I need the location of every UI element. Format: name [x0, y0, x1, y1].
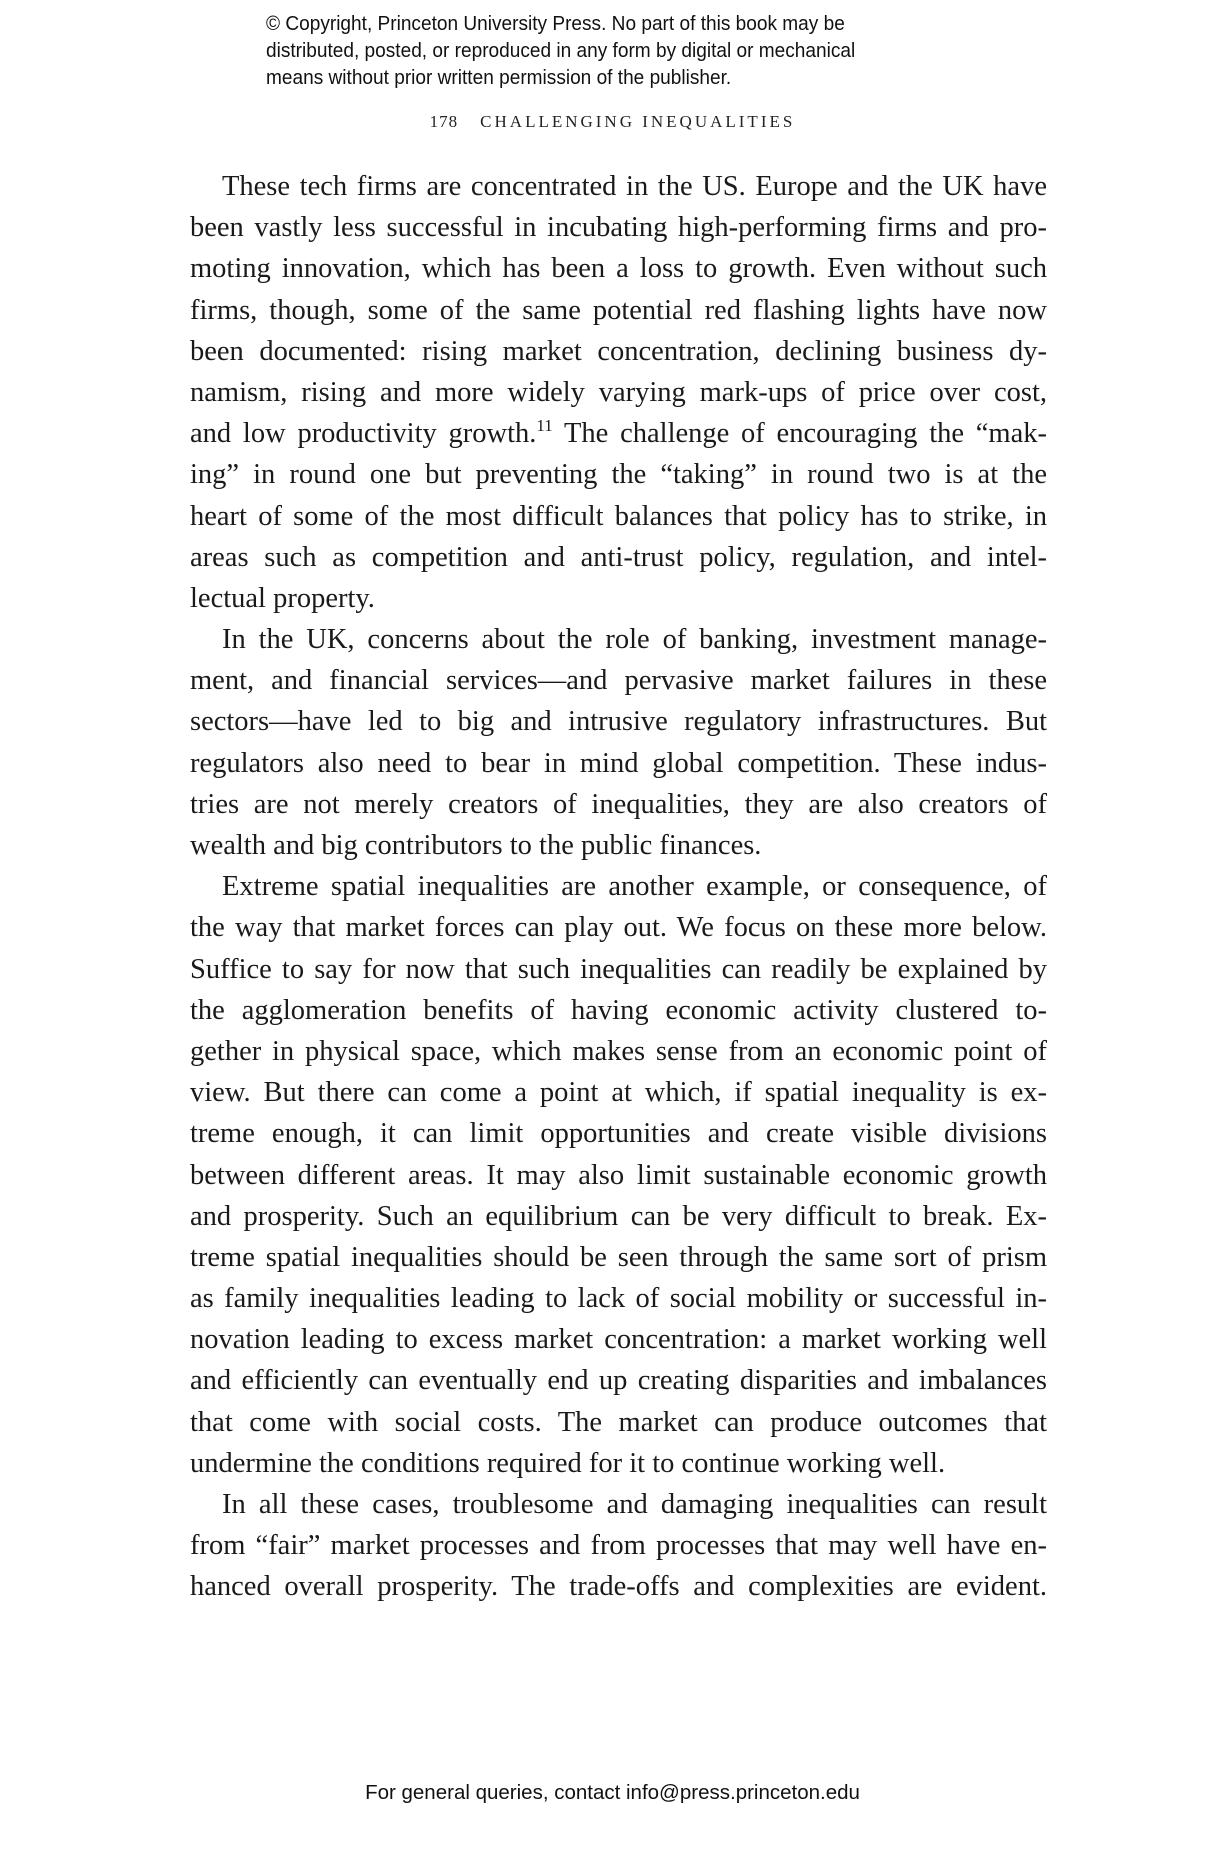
text-line: the agglomeration benefits of having economic activity clustered to-	[190, 994, 1047, 1026]
text-line: ment, and financial services—and pervasive market failures in these	[190, 665, 1047, 697]
running-head	[0, 112, 1225, 132]
text-line: from “fair” market processes and from processes that may well have en-	[190, 1530, 1047, 1562]
text-line: the way that market forces can play out. We focus on these more below.	[190, 912, 1047, 944]
text-line: and prosperity. Such an equilibrium can be very difficult to break. Ex-	[190, 1200, 1047, 1232]
paragraph	[190, 1484, 1047, 1608]
text-line: and efficiently can eventually end up creating disparities and imbalances	[190, 1365, 1047, 1397]
text-line: In the UK, concerns about the role of banking, investment manage-	[222, 624, 1047, 656]
chapter-title: CHALLENGING INEQUALITIES	[480, 112, 796, 131]
text-line: been documented: rising market concentration, declining business dy-	[190, 335, 1047, 367]
text-line: areas such as competition and anti-trust policy, regulation, and intel-	[190, 541, 1047, 573]
text-line: Suffice to say for now that such inequalities can readily be explained by	[190, 953, 1047, 985]
text-line: lectual property.	[190, 582, 375, 614]
text-line: wealth and big contributors to the public finances.	[190, 830, 762, 861]
text-line: novation leading to excess market concentration: a market working well	[190, 1324, 1047, 1356]
text-line: moting innovation, which has been a loss to growth. Even without such	[190, 253, 1047, 285]
text-line: between different areas. It may also limit sustainable economic growth	[190, 1159, 1047, 1191]
paragraph	[190, 619, 1047, 866]
text-segment: The challenge of encouraging the “mak-	[552, 418, 1047, 450]
text-line: Extreme spatial inequalities are another example, or consequence, of	[222, 871, 1047, 903]
text-line: view. But there can come a point at which, if spatial inequality is ex-	[190, 1077, 1047, 1109]
text-line: been vastly less successful in incubating high-performing firms and pro-	[190, 212, 1047, 244]
copyright-line: distributed, posted, or reproduced in any form by digital or mechanical	[266, 39, 856, 62]
text-line: namism, rising and more widely varying mark-ups of price over cost,	[190, 376, 1047, 408]
text-line: that come with social costs. The market can produce outcomes that	[190, 1406, 1047, 1438]
page-number: 178	[429, 112, 459, 131]
text-line: treme spatial inequalities should be seen through the same sort of prism	[190, 1241, 1047, 1273]
text-line: These tech firms are concentrated in the US. Europe and the UK have	[222, 171, 1047, 202]
paragraph	[190, 866, 1047, 1484]
text-segment: and low productivity growth.	[190, 418, 537, 450]
text-line: heart of some of the most difficult balances that policy has to strike, in	[190, 500, 1047, 532]
text-line: tries are not merely creators of inequalities, they are also creators of	[190, 788, 1047, 820]
text-line	[190, 413, 1047, 454]
text-line: gether in physical space, which makes sense from an economic point of	[190, 1035, 1047, 1067]
copyright-notice	[266, 10, 855, 91]
text-line: as family inequalities leading to lack of social mobility or successful in-	[190, 1283, 1047, 1315]
footer-contact: For general queries, contact info@press.princeton.edu	[365, 1781, 860, 1804]
text-line: treme enough, it can limit opportunities and create visible divisions	[190, 1118, 1047, 1150]
text-line: undermine the conditions required for it to continue working well.	[190, 1447, 946, 1479]
text-line: firms, though, some of the same potential red flashing lights have now	[190, 294, 1047, 326]
footnote-reference[interactable]: 11	[536, 416, 553, 436]
copyright-line: © Copyright, Princeton University Press. No part of this book may be	[266, 12, 845, 35]
text-line: In all these cases, troublesome and damaging inequalities can result	[222, 1489, 1047, 1520]
text-line: regulators also need to bear in mind global competition. These indus-	[190, 747, 1047, 779]
body-text	[190, 166, 1047, 1608]
text-line: ing” in round one but preventing the “taking” in round two is at the	[190, 459, 1047, 491]
copyright-line: means without prior written permission of the publisher.	[266, 66, 732, 89]
text-line: sectors—have led to big and intrusive regulatory infrastructures. But	[190, 706, 1047, 738]
paragraph	[190, 166, 1047, 619]
text-line: hanced overall prosperity. The trade-offs and complexities are evident.	[190, 1571, 1047, 1603]
